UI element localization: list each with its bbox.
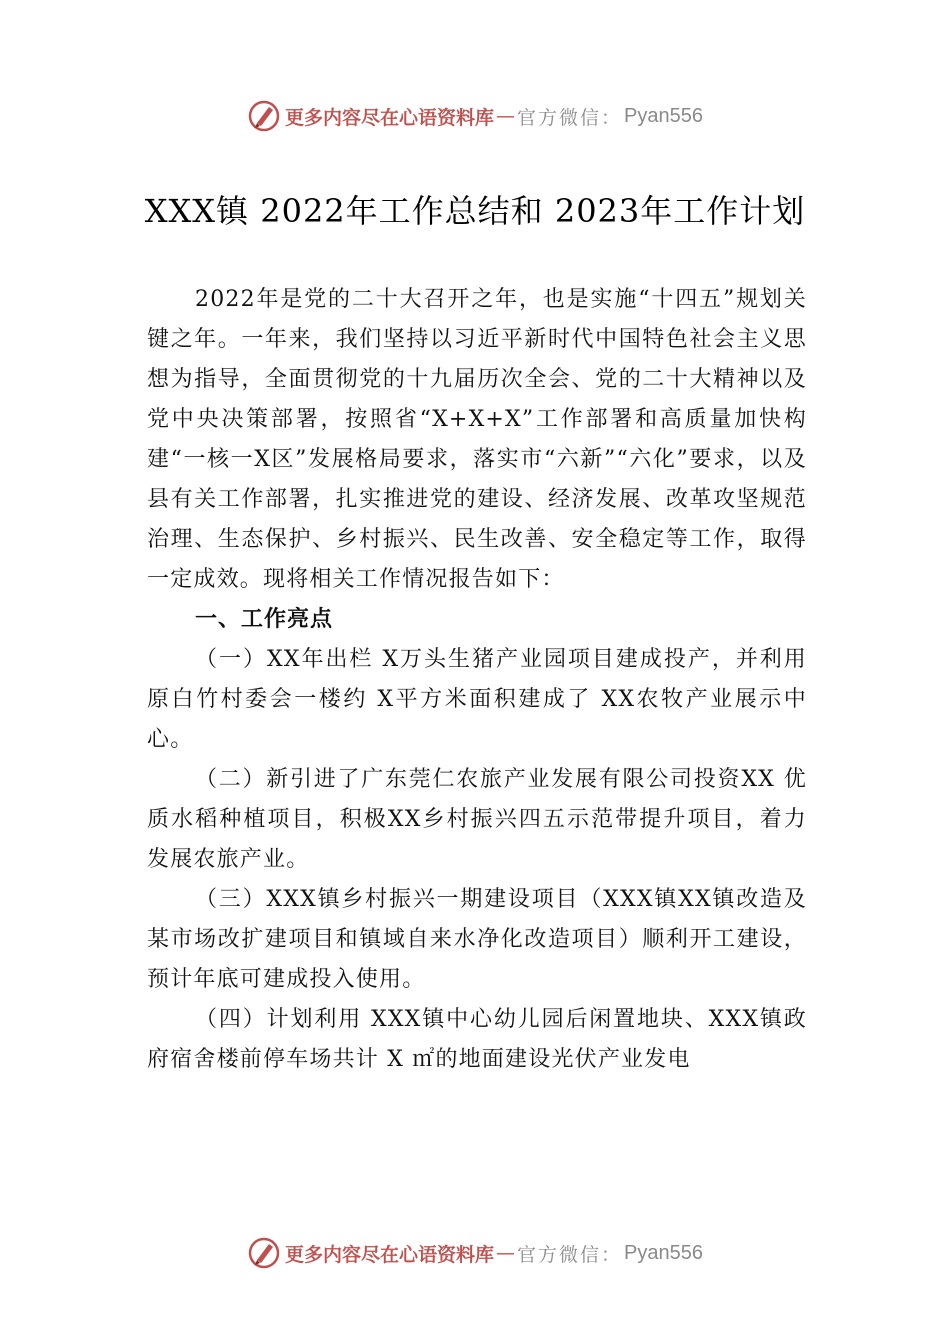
highlight-item-1: （一）XX年出栏 X万头生猪产业园项目建成投产，并利用原白竹村委会一楼约 X平方米面积建成了 XX农牧产业展示中心。: [147, 647, 807, 752]
document-body: [147, 280, 807, 1080]
watermark-header: [0, 96, 950, 136]
document-title: XXX镇 2022年工作总结和 2023年工作计划: [144, 192, 806, 230]
watermark-wechat-id: Pyan556: [624, 104, 703, 127]
watermark-dash: —: [496, 105, 516, 127]
highlight-item-2: （二）新引进了广东莞仁农旅产业发展有限公司投资XX 优质水稻种植项目，积极XX乡村振兴四五示范带提升项目，着力发展农旅产业。: [147, 767, 807, 872]
highlight-item-3: （三）XXX镇乡村振兴一期建设项目（XXX镇XX镇改造及某市场改扩建项目和镇域自来水净化改造项目）顺利开工建设，预计年底可建成投入使用。: [147, 887, 807, 992]
watermark-wechat-label: 官方微信：: [517, 106, 623, 129]
section-heading-highlights: 一、工作亮点: [195, 607, 334, 632]
watermark-wechat-id: Pyan556: [624, 1241, 703, 1264]
intro-paragraph: 2022年是党的二十大召开之年，也是实施“十四五”规划关键之年。一年来，我们坚持以习近平新时代中国特色社会主义思想为指导，全面贯彻党的十九届历次全会、党的二十大精神以及党中央决策部署，按照省“X+X+X”工作部署和高质量加快构建“一核一X区”发展格局要求，落实市“六新”“六化”要求，以及县有关工作部署，扎实推进党的建设、经济发展、改革攻坚规范治理、生态保护、乡村振兴、民生改善、安全稳定等工作，取得一定成效。现将相关工作情况报告如下：: [147, 287, 807, 592]
pen-logo-icon: [247, 99, 281, 133]
watermark-site-name: 更多内容尽在心语资料库: [285, 106, 495, 129]
watermark-footer: [0, 1233, 950, 1273]
pen-logo-icon: [247, 1236, 281, 1270]
watermark-dash: —: [496, 1242, 516, 1264]
watermark-site-name: 更多内容尽在心语资料库: [285, 1243, 495, 1266]
watermark-wechat-label: 官方微信：: [517, 1243, 623, 1266]
highlight-item-4: （四）计划利用 XXX镇中心幼儿园后闲置地块、XXX镇政府宿舍楼前停车场共计 X ㎡的地面建设光伏产业发电: [147, 1007, 807, 1072]
